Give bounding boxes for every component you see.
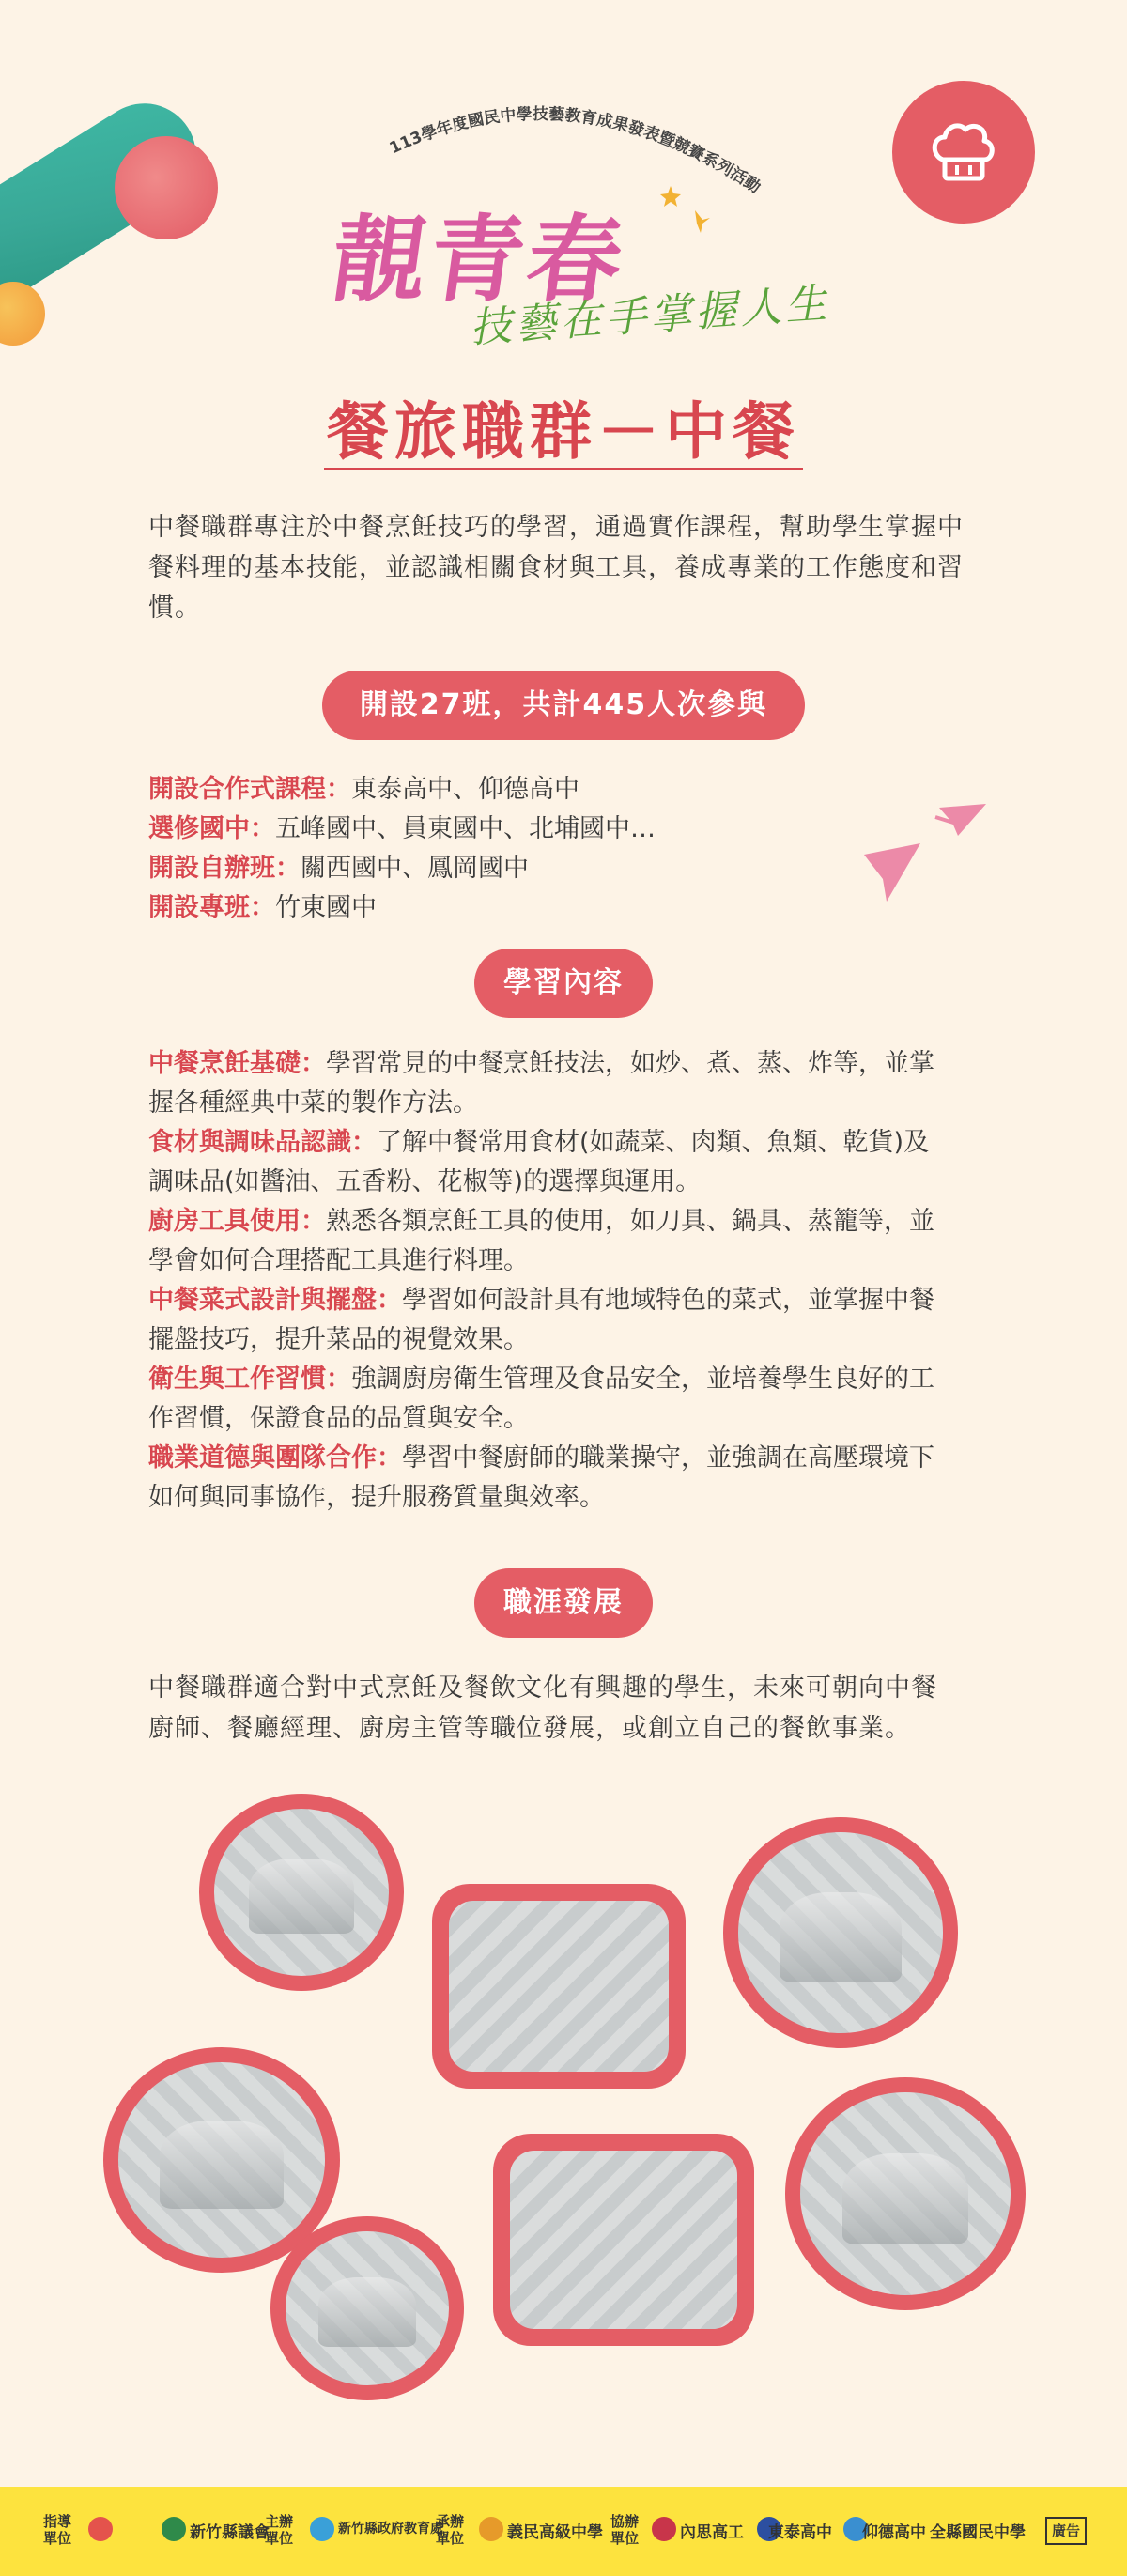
sponsor-dongtai: 東泰高中 [768, 2523, 832, 2542]
list-item: 衛生與工作習慣：強調廚房衛生管理及食品安全，並培養學生良好的工 作習慣，保證食品的品質與安全。 [148, 1365, 934, 1433]
event-series-text: 113學年度國民中學技藝教育成果發表暨競賽系列活動 [386, 104, 764, 198]
list-item: 中餐烹飪基礎：學習常見的中餐烹飪技法，如炒、煮、蒸、炸等，並掌 握各種經典中菜的製作方法。 [148, 1049, 934, 1118]
intro-paragraph: 中餐職群專注於中餐烹飪技巧的學習，通過實作課程，幫助學生掌握中餐料理的基本技能，並認識相關食材與工具，養成專業的工作態度和習慣。 [148, 513, 964, 623]
cooking-photo [270, 2216, 464, 2400]
sponsor-junior-highs: 全縣國民中學 [930, 2523, 1026, 2542]
sponsor-yangde: 仰德高中 [862, 2523, 926, 2542]
arrow-decoration-icon [855, 798, 996, 939]
neisi-logo-icon [652, 2517, 676, 2541]
logo-sub-text: 技藝在手掌握人生 [469, 279, 832, 353]
cooking-photo [199, 1794, 404, 1991]
guide-unit-label: 指導 單位 [43, 2513, 72, 2547]
learning-section-badge: 學習內容 [474, 949, 653, 1018]
list-item: 食材與調味品認識：了解中餐常用食材(如蔬菜、肉類、魚類、乾貨)及 調味品(如醬油、五香粉、花椒等)的選擇與運用。 [148, 1128, 930, 1196]
sponsor-yimin: 義民高級中學 [507, 2523, 603, 2542]
sponsor-education-dept: 新竹縣政府教育處 [338, 2522, 443, 2537]
sponsor-neisi: 內思高工 [680, 2523, 744, 2542]
list-item: 職業道德與團隊合作：學習中餐廚師的職業操守，並強調在高壓環境下 如何與同事協作，提升服務質量與效率。 [148, 1443, 934, 1512]
education-dept-logo-icon [310, 2517, 334, 2541]
career-section-badge: 職涯發展 [474, 1568, 653, 1638]
ad-label: 廣告 [1045, 2517, 1087, 2545]
sponsor-council: 新竹縣議會 [190, 2523, 270, 2542]
logo-main-text: 靚青春 [324, 204, 634, 315]
list-item: 開設合作式課程：東泰高中、仰德高中 [148, 775, 579, 804]
list-item: 中餐菜式設計與擺盤：學習如何設計具有地域特色的菜式，並掌握中餐 擺盤技巧，提升菜品的視覺效果。 [148, 1286, 934, 1354]
page-title: 餐旅職群－中餐 [327, 395, 800, 468]
learning-list [148, 1044, 994, 1518]
list-item: 廚房工具使用：熟悉各類烹飪工具的使用，如刀具、鍋具、蒸籠等，並 學會如何合理搭配工具進行料理。 [148, 1207, 934, 1275]
host-unit-label: 主辦 單位 [265, 2513, 294, 2547]
cooking-photo [785, 2077, 1026, 2310]
cooking-photo [723, 1817, 958, 2048]
classes-list [148, 770, 656, 928]
cooking-photo [432, 1884, 686, 2089]
list-item: 開設自辦班：關西國中、鳳岡國中 [148, 854, 529, 883]
cooking-photo [493, 2134, 754, 2346]
county-logo-icon [88, 2517, 113, 2541]
small-planet-decoration [0, 282, 45, 346]
career-paragraph: 中餐職群適合對中式烹飪及餐飲文化有興趣的學生，未來可朝向中餐 廚師、餐廳經理、廚房主管等職位發展，或創立自己的餐飲事業。 [148, 1674, 937, 1743]
council-logo-icon [162, 2517, 186, 2541]
assist-unit-label: 協辦 單位 [610, 2513, 640, 2547]
list-item: 開設專班：竹東國中 [148, 893, 377, 922]
star-icon [657, 178, 714, 235]
undertake-unit-label: 承辦 單位 [436, 2513, 465, 2547]
comet-head-decoration [115, 136, 218, 239]
title-underline [324, 468, 803, 470]
chef-hat-icon [892, 81, 1035, 224]
classes-count-badge: 開設27班，共計445人次參與 [322, 671, 805, 740]
yimin-logo-icon [479, 2517, 503, 2541]
list-item: 選修國中：五峰國中、員東國中、北埔國中… [148, 814, 656, 843]
